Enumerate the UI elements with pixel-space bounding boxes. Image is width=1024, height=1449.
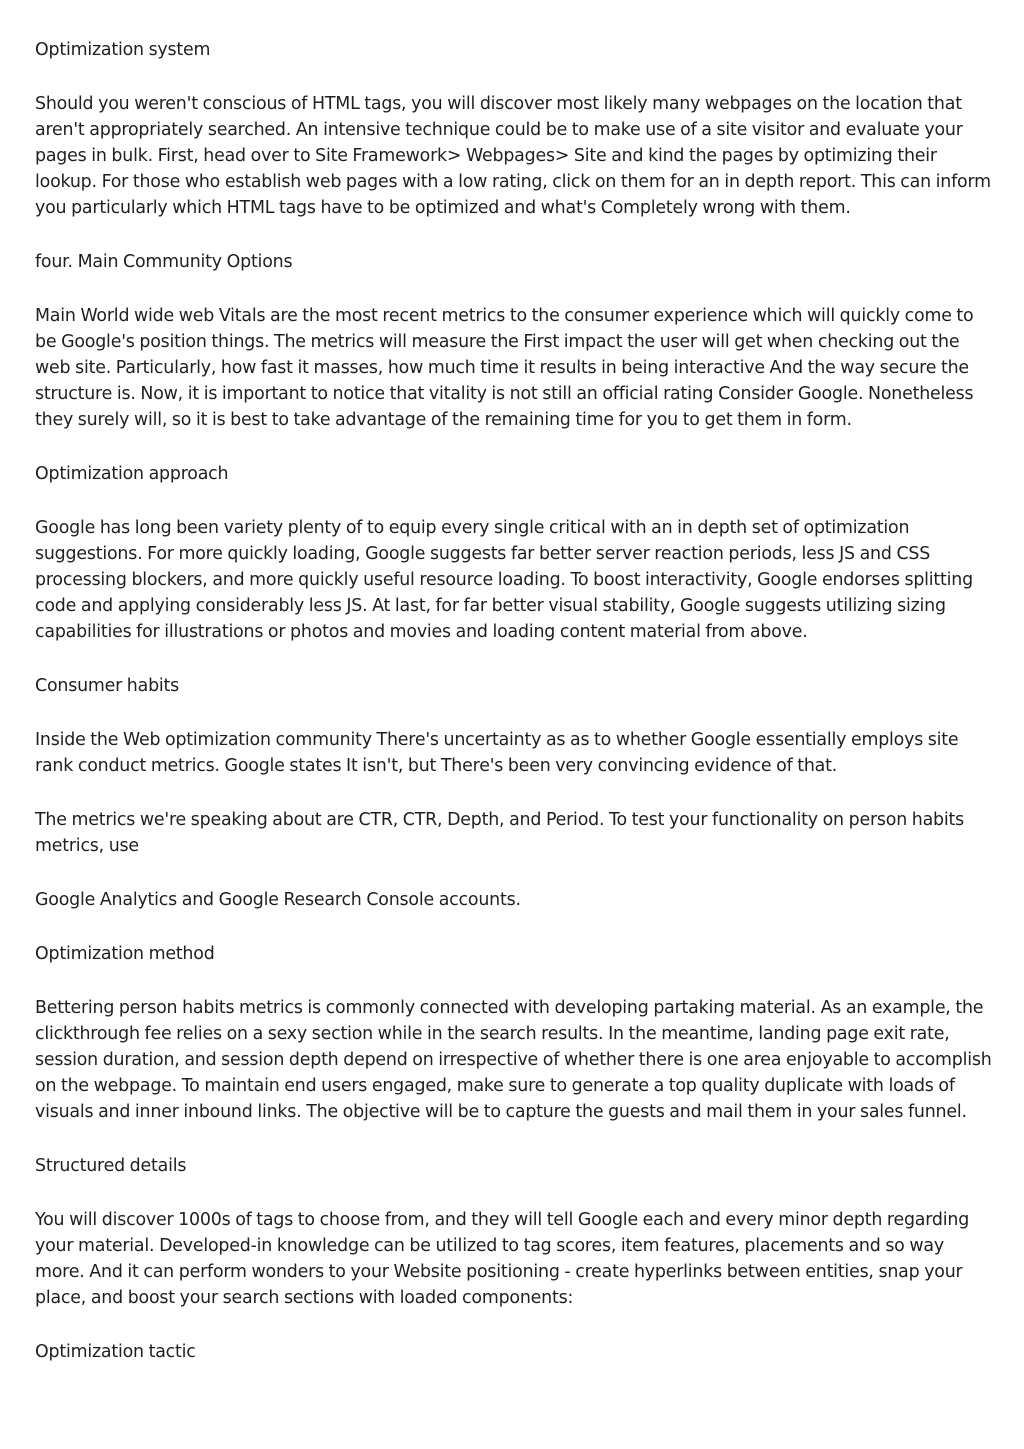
heading-consumer-habits: Consumer habits [35,676,180,696]
heading-optimization-method: Optimization method [35,944,215,964]
paragraph-structured-tags: You will discover 1000s of tags to choose from, and they will tell Google each and every minor depth regarding your material. Developed-in knowledge can be utilized to tag scores, item features, placements and so way more. And it can perform wonders to your Website positioning - create hyperlinks between entities, snap your place, and boost your search sections with loaded components: [35,1210,970,1308]
heading-structured-details: Structured details [35,1156,187,1176]
heading-optimization-tactic: Optimization tactic [35,1342,196,1362]
paragraph-html-tags: Should you weren't conscious of HTML tags, you will discover most likely many webpages on the location that aren't appropriately searched. An intensive technique could be to make use of a site visitor and evaluate your pages in bulk. First, head over to Site Framework> Webpages> Site and kind the pages by optimizing their lookup. For those who establish web pages with a low rating, click on them for an in depth report. This can inform you particularly which HTML tags have to be optimized and what's Completely wrong with them. [35,94,991,218]
paragraph-metrics-list: The metrics we're speaking about are CTR, CTR, Depth, and Period. To test your functionality on person habits metrics, use [35,810,964,856]
heading-optimization-approach: Optimization approach [35,464,229,484]
document-body [35,37,995,1393]
paragraph-analytics-accounts: Google Analytics and Google Research Console accounts. [35,890,521,910]
paragraph-behavior-metrics: Inside the Web optimization community There's uncertainty as as to whether Google essentially employs site rank conduct metrics. Google states It isn't, but There's been very convincing evidence of that. [35,730,959,776]
heading-optimization-system: Optimization system [35,40,211,60]
heading-main-community-options: four. Main Community Options [35,252,293,272]
paragraph-web-vitals: Main World wide web Vitals are the most recent metrics to the consumer experience which will quickly come to be Google's position things. The metrics will measure the First impact the user will get when checking out the web site. Particularly, how fast it masses, how much time it results in being interactive And the way secure the structure is. Now, it is important to notice that vitality is not still an official rating Consider Google. Nonetheless they surely will, so it is best to take advantage of the remaining time for you to get them in form. [35,306,974,430]
paragraph-engaging-content: Bettering person habits metrics is commonly connected with developing partaking material. As an example, the clickthrough fee relies on a sexy section while in the search results. In the meantime, landing page exit rate, session duration, and session depth depend on irrespective of whether there is one area enjoyable to accomplish on the webpage. To maintain end users engaged, make sure to generate a top quality duplicate with loads of visuals and inner inbound links. The objective will be to capture the guests and mail them in your sales funnel. [35,998,992,1122]
paragraph-google-suggestions: Google has long been variety plenty of to equip every single critical with an in depth set of optimization suggestions. For more quickly loading, Google suggests far better server reaction periods, less JS and CSS processing blockers, and more quickly useful resource loading. To boost interactivity, Google endorses splitting code and applying considerably less JS. At last, for far better visual stability, Google suggests utilizing sizing capabilities for illustrations or photos and movies and loading content material from above. [35,518,973,642]
